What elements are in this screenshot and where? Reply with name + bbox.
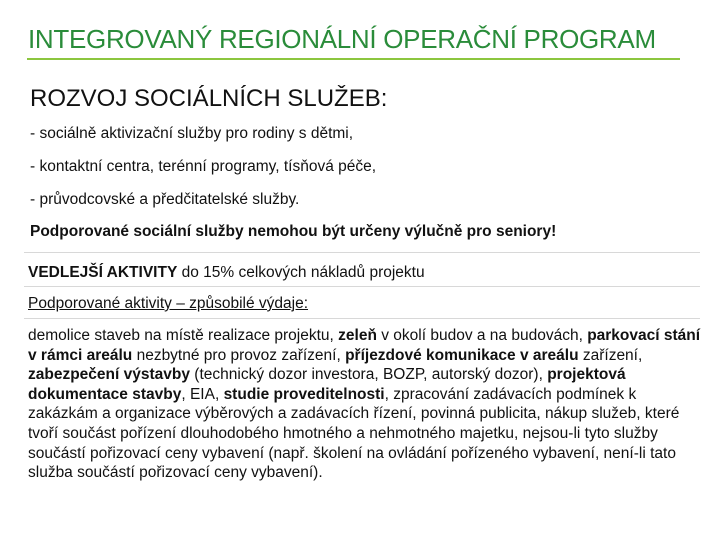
slide-title: INTEGROVANÝ REGIONÁLNÍ OPERAČNÍ PROGRAM bbox=[28, 24, 656, 54]
detail-segment: v okolí budov a na budovách, bbox=[376, 327, 588, 344]
row-divider bbox=[24, 318, 700, 319]
title-divider bbox=[27, 58, 680, 60]
side-activities-line bbox=[28, 263, 425, 283]
detail-segment: (technický dozor investora, BOZP, autorský dozor), bbox=[189, 366, 548, 384]
row-divider bbox=[24, 286, 700, 287]
detail-segment: , zpracování zadávacích podmínek k zakázkám a organizace výběrových a zadávacích řízení, povinná publicita, nákup služeb, které tvoří součást pořízení dlouhodobého hmotného a nehmotného majetku, nejsou-li tyto služby součástí pořizovací ceny vybavení (např. školení na ovládání pořízeného vybavení, není-li tato služba součástí pořizovací ceny vybavení). bbox=[28, 385, 680, 482]
detail-segment-bold: projektová dokumentace stavby bbox=[28, 366, 626, 403]
bullet-item-1: - sociálně aktivizační služby pro rodiny s dětmi, bbox=[30, 125, 354, 142]
detail-segment: demolice staveb na místě realizace projektu, bbox=[28, 327, 339, 344]
row-divider bbox=[24, 252, 700, 253]
warning-note: Podporované sociální služby nemohou být určeny výlučně pro seniory! bbox=[30, 223, 557, 240]
section-heading: ROZVOJ SOCIÁLNÍCH SLUŽEB: bbox=[30, 85, 388, 112]
eligible-expenses-heading: Podporované aktivity – způsobilé výdaje: bbox=[28, 295, 309, 312]
bullet-item-3: - průvodcovské a předčitatelské služby. bbox=[30, 191, 300, 208]
side-activities-label: VEDLEJŠÍ AKTIVITY bbox=[28, 264, 178, 281]
side-activities-text: do 15% celkových nákladů projektu bbox=[177, 264, 425, 281]
detail-segment-bold: zabezpečení výstavby bbox=[28, 366, 190, 384]
eligible-expenses-text bbox=[28, 326, 704, 483]
detail-segment-bold: příjezdové komunikace v areálu bbox=[345, 346, 579, 364]
detail-segment-bold: studie proveditelnosti bbox=[223, 385, 385, 403]
detail-segment: , EIA, bbox=[181, 385, 224, 403]
detail-segment-bold: parkovací stání v rámci areálu bbox=[28, 327, 701, 364]
detail-segment-bold: zeleň bbox=[338, 327, 377, 344]
detail-segment: zařízení, bbox=[578, 346, 643, 364]
detail-segment: nezbytné pro provoz zařízení, bbox=[132, 346, 346, 364]
bullet-item-2: - kontaktní centra, terénní programy, tísňová péče, bbox=[30, 158, 377, 175]
